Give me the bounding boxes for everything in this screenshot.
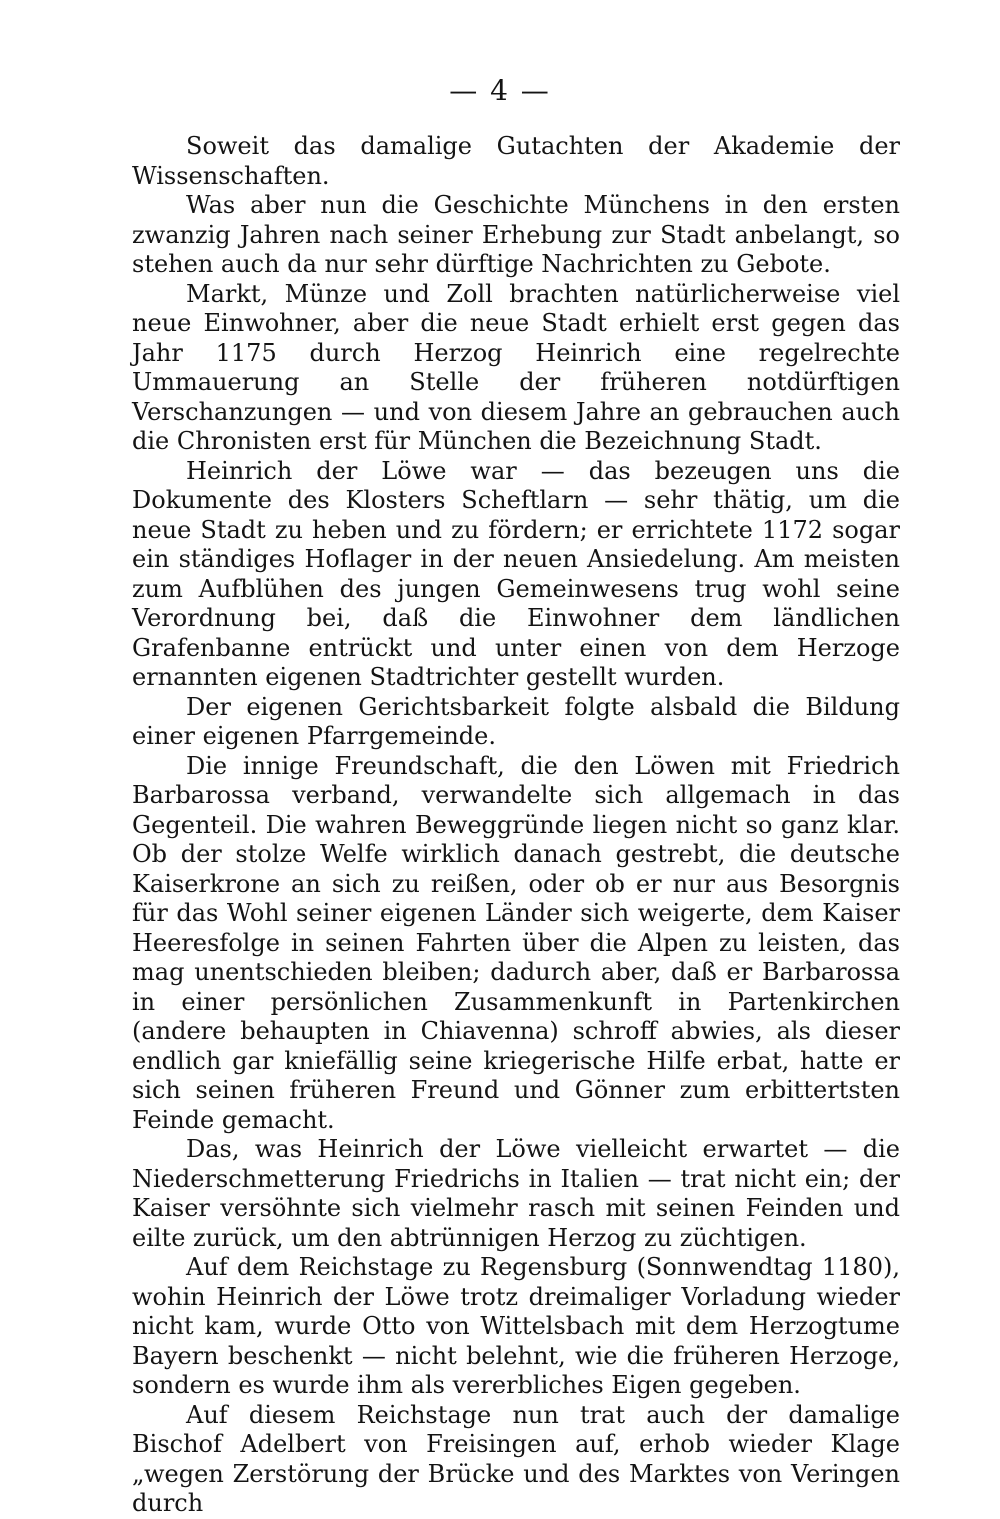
paragraph: Die innige Freundschaft, die den Löwen mit Friedrich Barbarossa verband, verwandelte sich allgemach in das Gegenteil. Die wahren Beweggründe liegen nicht so ganz klar. Ob der stolze Welfe wirklich danach gestrebt, die deutsche Kaiserkrone an sich zu reißen, oder ob er nur aus Besorgnis für das Wohl seiner eigenen Länder sich weigerte, dem Kaiser Heeresfolge in seinen Fahrten über die Alpen zu leisten, das mag unentschieden bleiben; dadurch aber, daß er Barbarossa in einer persönlichen Zusammenkunft in Partenkirchen (andere behaupten in Chiavenna) schroff abwies, als dieser endlich gar kniefällig seine kriegerische Hilfe erbat, hatte er sich seinen früheren Freund und Gönner zum erbittertsten Feinde gemacht. [132, 751, 900, 1134]
paragraph: Auf diesem Reichstage nun trat auch der damalige Bischof Adelbert von Freisingen auf, erhob wieder Klage „wegen Zerstörung der Brücke und des Marktes von Veringen durch [132, 1400, 900, 1517]
paragraph: Was aber nun die Geschichte Münchens in den ersten zwanzig Jahren nach seiner Erhebung zur Stadt anbelangt, so stehen auch da nur sehr dürftige Nachrichten zu Gebote. [132, 191, 900, 278]
paragraph: Das, was Heinrich der Löwe vielleicht erwartet — die Niederschmetterung Friedrichs in Italien — trat nicht ein; der Kaiser versöhnte sich vielmehr rasch mit seinen Feinden und eilte zurück, um den abtrünnigen Herzog zu züchtigen. [132, 1135, 900, 1252]
paragraph: Heinrich der Löwe war — das bezeugen uns die Dokumente des Klosters Scheftlarn — sehr thätig, um die neue Stadt zu heben und zu fördern; er errichtete 1172 sogar ein ständiges Hoflager in der neuen Ansiedelung. Am meisten zum Aufblühen des jungen Gemeinwesens trug wohl seine Verordnung bei, daß die Einwohner dem ländlichen Grafenbanne entrückt und unter einen von dem Herzoge ernannten eigenen Stadtrichter gestellt wurden. [132, 456, 900, 691]
paragraph: Der eigenen Gerichtsbarkeit folgte alsbald die Bildung einer eigenen Pfarrgemeinde. [132, 692, 900, 750]
paragraph: Auf dem Reichstage zu Regensburg (Sonnwendtag 1180), wohin Heinrich der Löwe trotz dreimaliger Vorladung wieder nicht kam, wurde Otto von Wittelsbach mit dem Herzogtume Bayern beschenkt — nicht belehnt, wie die früheren Herzoge, sondern es wurde ihm als vererbliches Eigen gegeben. [132, 1253, 900, 1399]
paragraph: Soweit das damalige Gutachten der Akademie der Wissenschaften. [132, 132, 900, 190]
paragraph: Markt, Münze und Zoll brachten natürlicherweise viel neue Einwohner, aber die neue Stadt erhielt erst gegen das Jahr 1175 durch Herzog Heinrich eine regelrechte Ummauerung an Stelle der früheren notdürftigen Verschanzungen — und von diesem Jahre an gebrauchen auch die Chronisten erst für München die Bezeichnung Stadt. [132, 279, 900, 455]
body-text [132, 132, 900, 1519]
page-number: — 4 — [449, 74, 551, 107]
